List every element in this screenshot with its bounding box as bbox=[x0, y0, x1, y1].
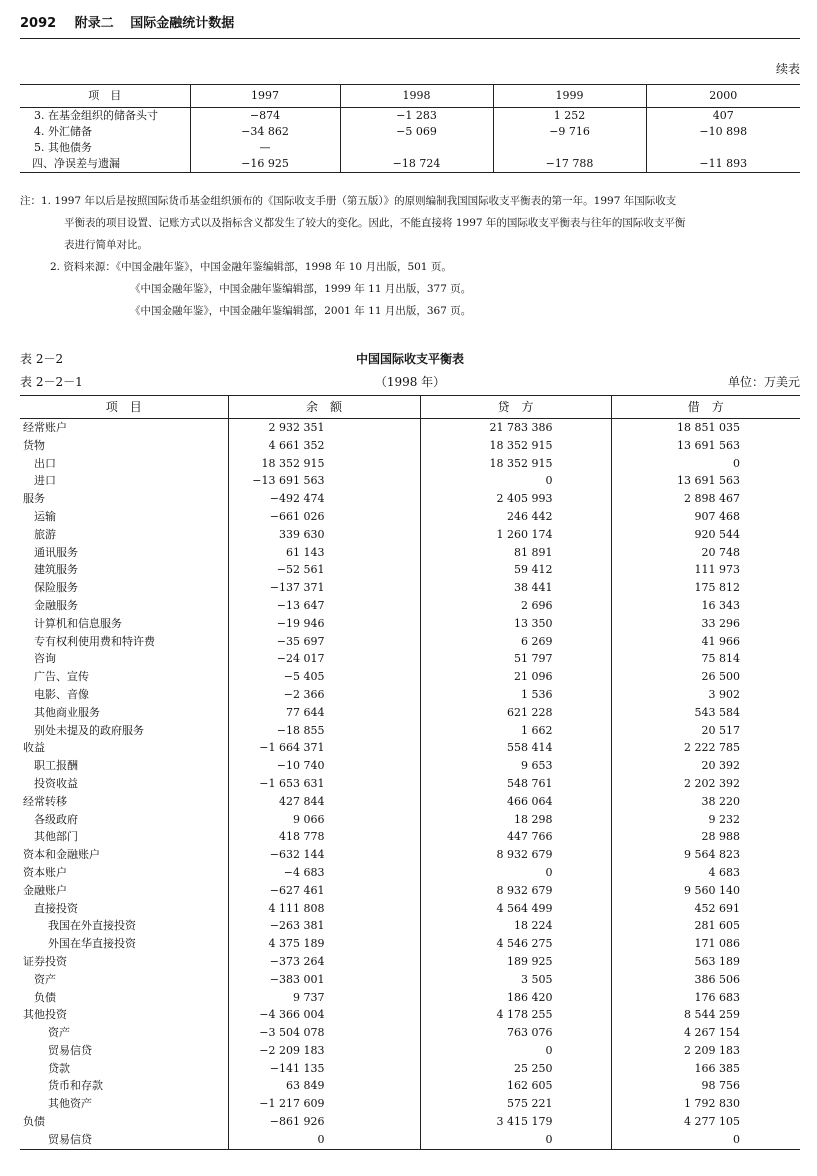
table-row bbox=[20, 1042, 800, 1060]
value-cell: 339 630 bbox=[228, 526, 420, 544]
table-row bbox=[20, 846, 800, 864]
value-cell: 20 748 bbox=[611, 544, 800, 562]
row-label: 电影、音像 bbox=[34, 687, 89, 701]
row-label: 投资收益 bbox=[34, 776, 78, 790]
column-header-item: 项 目 bbox=[20, 85, 190, 108]
value-cell: 2 209 183 bbox=[611, 1042, 800, 1060]
value-cell: 41 966 bbox=[611, 633, 800, 651]
value-cell: −35 697 bbox=[228, 633, 420, 651]
notes bbox=[20, 190, 805, 322]
row-label: 其他资产 bbox=[48, 1097, 92, 1111]
row-label: 我国在外直接投资 bbox=[48, 919, 136, 933]
value-cell: 13 691 563 bbox=[611, 472, 800, 490]
note-source-2: 《中国金融年鉴》，中国金融年鉴编辑部，1999 年 11 月出版，377 页。 bbox=[130, 283, 472, 295]
row-label: 保险服务 bbox=[34, 581, 78, 595]
value-cell: 38 220 bbox=[611, 793, 800, 811]
table-row bbox=[20, 864, 800, 882]
value-cell: −2 209 183 bbox=[228, 1042, 420, 1060]
table-header-row bbox=[20, 85, 800, 108]
value-cell: 176 683 bbox=[611, 989, 800, 1007]
value-cell: 166 385 bbox=[611, 1060, 800, 1078]
value-cell: 920 544 bbox=[611, 526, 800, 544]
value-cell: 548 761 bbox=[420, 775, 611, 793]
table-row bbox=[20, 1006, 800, 1024]
row-label: 收益 bbox=[23, 741, 45, 755]
value-cell: 28 988 bbox=[611, 828, 800, 846]
value-cell: 563 189 bbox=[611, 953, 800, 971]
value-cell: 9 564 823 bbox=[611, 846, 800, 864]
value-cell: −383 001 bbox=[228, 971, 420, 989]
appendix-label: 附录二 bbox=[74, 16, 114, 31]
value-cell: −18 855 bbox=[228, 722, 420, 740]
table-row bbox=[20, 597, 800, 615]
value-cell: 543 584 bbox=[611, 704, 800, 722]
column-header-year: 1998 bbox=[340, 85, 493, 108]
value-cell: 0 bbox=[420, 1042, 611, 1060]
value-cell: 4 277 105 bbox=[611, 1113, 800, 1131]
row-label: 货币和存款 bbox=[48, 1079, 103, 1093]
value-cell: 763 076 bbox=[420, 1024, 611, 1042]
value-cell: 2 222 785 bbox=[611, 739, 800, 757]
value-cell: 0 bbox=[420, 1131, 611, 1149]
value-cell: 447 766 bbox=[420, 828, 611, 846]
row-label: 计算机和信息服务 bbox=[34, 616, 122, 630]
value-cell: −3 504 078 bbox=[228, 1024, 420, 1042]
value-cell: 386 506 bbox=[611, 971, 800, 989]
value-cell: −24 017 bbox=[228, 650, 420, 668]
value-cell: 4 546 275 bbox=[420, 935, 611, 953]
row-label: 证券投资 bbox=[23, 954, 67, 968]
value-cell: 18 352 915 bbox=[228, 455, 420, 473]
table-row bbox=[20, 953, 800, 971]
value-cell: 418 778 bbox=[228, 828, 420, 846]
row-label: 资产 bbox=[34, 972, 56, 986]
value-cell: 4 683 bbox=[611, 864, 800, 882]
value-cell: 4 178 255 bbox=[420, 1006, 611, 1024]
column-header-year: 2000 bbox=[646, 85, 800, 108]
row-label: 其他部门 bbox=[34, 830, 78, 844]
row-label: 出口 bbox=[34, 456, 56, 470]
value-cell: −16 925 bbox=[190, 156, 340, 173]
row-label: 资本账户 bbox=[23, 865, 67, 879]
value-cell: −2 366 bbox=[228, 686, 420, 704]
table-row bbox=[20, 437, 800, 455]
value-cell: 18 352 915 bbox=[420, 455, 611, 473]
table-row bbox=[20, 156, 800, 173]
value-cell: 51 797 bbox=[420, 650, 611, 668]
value-cell: 175 812 bbox=[611, 579, 800, 597]
value-cell: −1 283 bbox=[340, 108, 493, 125]
row-label: 贸易信贷 bbox=[48, 1043, 92, 1057]
row-label: 其他商业服务 bbox=[34, 705, 100, 719]
value-cell: 0 bbox=[611, 1131, 800, 1149]
value-cell: 3 505 bbox=[420, 971, 611, 989]
row-label: 职工报酬 bbox=[34, 759, 78, 773]
value-cell: 13 691 563 bbox=[611, 437, 800, 455]
table-row bbox=[20, 124, 800, 140]
value-cell: 0 bbox=[420, 472, 611, 490]
table-row bbox=[20, 917, 800, 935]
table-row bbox=[20, 419, 800, 437]
value-cell: −137 371 bbox=[228, 579, 420, 597]
value-cell: 558 414 bbox=[420, 739, 611, 757]
table-row bbox=[20, 579, 800, 597]
column-header-year: 1999 bbox=[493, 85, 646, 108]
value-cell: 16 343 bbox=[611, 597, 800, 615]
value-cell bbox=[493, 140, 646, 156]
value-cell: −141 135 bbox=[228, 1060, 420, 1078]
column-header-debit: 借 方 bbox=[611, 396, 800, 419]
value-cell: 0 bbox=[228, 1131, 420, 1149]
value-cell: 6 269 bbox=[420, 633, 611, 651]
value-cell: 20 392 bbox=[611, 757, 800, 775]
table-row bbox=[20, 561, 800, 579]
value-cell: 1 792 830 bbox=[611, 1095, 800, 1113]
value-cell: −19 946 bbox=[228, 615, 420, 633]
value-cell: 4 267 154 bbox=[611, 1024, 800, 1042]
value-cell: 407 bbox=[646, 108, 800, 125]
value-cell: −13 647 bbox=[228, 597, 420, 615]
row-label: 咨询 bbox=[34, 652, 56, 666]
row-label: 资本和金融账户 bbox=[23, 848, 100, 862]
value-cell: −373 264 bbox=[228, 953, 420, 971]
value-cell: 75 814 bbox=[611, 650, 800, 668]
value-cell: 81 891 bbox=[420, 544, 611, 562]
table-row bbox=[20, 722, 800, 740]
value-cell: 21 096 bbox=[420, 668, 611, 686]
value-cell: −5 069 bbox=[340, 124, 493, 140]
row-label: 3. 在基金组织的储备头寸 bbox=[34, 109, 158, 122]
table-row bbox=[20, 828, 800, 846]
table-row bbox=[20, 989, 800, 1007]
value-cell: 4 564 499 bbox=[420, 900, 611, 918]
table-header-row bbox=[20, 396, 800, 419]
value-cell: 18 352 915 bbox=[420, 437, 611, 455]
column-header-credit: 贷 方 bbox=[420, 396, 611, 419]
row-label: 负债 bbox=[34, 990, 56, 1004]
value-cell: 9 653 bbox=[420, 757, 611, 775]
table-title: 中国国际收支平衡表 bbox=[355, 352, 464, 366]
value-cell: 63 849 bbox=[228, 1077, 420, 1095]
row-label: 运输 bbox=[34, 509, 56, 523]
value-cell: 9 066 bbox=[228, 811, 420, 829]
value-cell: −34 862 bbox=[190, 124, 340, 140]
value-cell: 4 111 808 bbox=[228, 900, 420, 918]
value-cell: 8 932 679 bbox=[420, 846, 611, 864]
value-cell: 33 296 bbox=[611, 615, 800, 633]
continued-label: 续表 bbox=[775, 62, 800, 76]
row-label: 外国在华直接投资 bbox=[48, 937, 136, 951]
table-row bbox=[20, 793, 800, 811]
value-cell: −1 653 631 bbox=[228, 775, 420, 793]
value-cell: 0 bbox=[611, 455, 800, 473]
value-cell: −10 898 bbox=[646, 124, 800, 140]
subtable-id: 表 2－2－1 bbox=[20, 375, 83, 389]
value-cell: −11 893 bbox=[646, 156, 800, 173]
row-label: 四、净误差与遗漏 bbox=[32, 157, 120, 170]
row-label: 直接投资 bbox=[34, 901, 78, 915]
value-cell: 26 500 bbox=[611, 668, 800, 686]
book-title: 国际金融统计数据 bbox=[130, 16, 235, 31]
value-cell: −18 724 bbox=[340, 156, 493, 173]
row-label: 通讯服务 bbox=[34, 545, 78, 559]
value-cell: 246 442 bbox=[420, 508, 611, 526]
value-cell: 186 420 bbox=[420, 989, 611, 1007]
row-label: 建筑服务 bbox=[34, 563, 78, 577]
table-row bbox=[20, 935, 800, 953]
value-cell: 171 086 bbox=[611, 935, 800, 953]
table-row bbox=[20, 739, 800, 757]
value-cell: −263 381 bbox=[228, 917, 420, 935]
note-1 bbox=[20, 190, 805, 212]
table-row bbox=[20, 108, 800, 125]
row-label: 经常账户 bbox=[23, 421, 67, 434]
value-cell: 18 298 bbox=[420, 811, 611, 829]
row-label: 其他投资 bbox=[23, 1008, 67, 1022]
value-cell: 907 468 bbox=[611, 508, 800, 526]
table-row bbox=[20, 686, 800, 704]
value-cell: 111 973 bbox=[611, 561, 800, 579]
row-label: 贸易信贷 bbox=[48, 1132, 92, 1146]
balance-of-payments-table bbox=[20, 395, 800, 1150]
value-cell: 2 932 351 bbox=[228, 419, 420, 437]
table-row bbox=[20, 1131, 800, 1149]
value-cell: 621 228 bbox=[420, 704, 611, 722]
value-cell: 8 544 259 bbox=[611, 1006, 800, 1024]
value-cell: −4 366 004 bbox=[228, 1006, 420, 1024]
value-cell: −632 144 bbox=[228, 846, 420, 864]
row-label: 4. 外汇储备 bbox=[34, 125, 92, 138]
value-cell: 9 560 140 bbox=[611, 882, 800, 900]
row-label: 货物 bbox=[23, 438, 45, 452]
table-row bbox=[20, 490, 800, 508]
note-1-line-3: 表进行简单对比。 bbox=[64, 239, 148, 251]
row-label: 贷款 bbox=[48, 1061, 70, 1075]
page-number: 2092 bbox=[20, 16, 57, 31]
note-1-line-2: 平衡表的项目设置、记账方式以及指标含义都发生了较大的变化。因此，不能直接将 1997 年的国际收支平衡表与往年的国际收支平衡 bbox=[64, 217, 686, 229]
value-cell: −661 026 bbox=[228, 508, 420, 526]
table-unit: 单位：万美元 bbox=[727, 375, 800, 389]
table-row bbox=[20, 1113, 800, 1131]
table-row bbox=[20, 633, 800, 651]
value-cell: 21 783 386 bbox=[420, 419, 611, 437]
table-row bbox=[20, 508, 800, 526]
value-cell: 3 415 179 bbox=[420, 1113, 611, 1131]
value-cell: 18 224 bbox=[420, 917, 611, 935]
row-label: 旅游 bbox=[34, 527, 56, 541]
table-row bbox=[20, 882, 800, 900]
table-id: 表 2－2 bbox=[20, 352, 64, 366]
value-cell: −13 691 563 bbox=[228, 472, 420, 490]
value-cell: 452 691 bbox=[611, 900, 800, 918]
value-cell: −874 bbox=[190, 108, 340, 125]
value-cell: −492 474 bbox=[228, 490, 420, 508]
note-source-3: 《中国金融年鉴》，中国金融年鉴编辑部，2001 年 11 月出版，367 页。 bbox=[130, 305, 472, 317]
value-cell: 575 221 bbox=[420, 1095, 611, 1113]
row-label: 别处未提及的政府服务 bbox=[34, 723, 144, 737]
value-cell: 0 bbox=[420, 864, 611, 882]
value-cell: 1 252 bbox=[493, 108, 646, 125]
value-cell: 38 441 bbox=[420, 579, 611, 597]
value-cell: 2 405 993 bbox=[420, 490, 611, 508]
table-year: （1998 年） bbox=[374, 375, 446, 389]
value-cell bbox=[646, 140, 800, 156]
value-cell: −627 461 bbox=[228, 882, 420, 900]
value-cell: 9 737 bbox=[228, 989, 420, 1007]
value-cell: 1 536 bbox=[420, 686, 611, 704]
table-row bbox=[20, 650, 800, 668]
table-row bbox=[20, 472, 800, 490]
table-row bbox=[20, 704, 800, 722]
value-cell: −1 217 609 bbox=[228, 1095, 420, 1113]
row-label: 广告、宣传 bbox=[34, 670, 89, 684]
table-row bbox=[20, 544, 800, 562]
value-cell: −4 683 bbox=[228, 864, 420, 882]
table-row bbox=[20, 615, 800, 633]
column-header-balance: 余 额 bbox=[228, 396, 420, 419]
value-cell: −9 716 bbox=[493, 124, 646, 140]
value-cell: −17 788 bbox=[493, 156, 646, 173]
value-cell: −5 405 bbox=[228, 668, 420, 686]
value-cell: −52 561 bbox=[228, 561, 420, 579]
note-1-line-1: 注：1. 1997 年以后是按照国际货币基金组织颁布的《国际收支手册（第五版）》的原则编制我国国际收支平衡表的第一年。1997 年国际收支 bbox=[20, 195, 677, 207]
value-cell bbox=[340, 140, 493, 156]
row-label: 服务 bbox=[23, 492, 45, 506]
value-cell: 3 902 bbox=[611, 686, 800, 704]
value-cell: 25 250 bbox=[420, 1060, 611, 1078]
value-cell: 59 412 bbox=[420, 561, 611, 579]
value-cell: 466 064 bbox=[420, 793, 611, 811]
value-cell: 18 851 035 bbox=[611, 419, 800, 437]
table-row bbox=[20, 775, 800, 793]
table-row bbox=[20, 1024, 800, 1042]
row-label: 资产 bbox=[48, 1026, 70, 1040]
value-cell: 8 932 679 bbox=[420, 882, 611, 900]
value-cell: 4 661 352 bbox=[228, 437, 420, 455]
table-row bbox=[20, 455, 800, 473]
table-row bbox=[20, 1095, 800, 1113]
table-row bbox=[20, 668, 800, 686]
value-cell: 98 756 bbox=[611, 1077, 800, 1095]
table-row bbox=[20, 1077, 800, 1095]
row-label: 负债 bbox=[23, 1115, 45, 1129]
value-cell: −1 664 371 bbox=[228, 739, 420, 757]
value-cell: 9 232 bbox=[611, 811, 800, 829]
table-row bbox=[20, 1060, 800, 1078]
continued-table bbox=[20, 84, 800, 173]
value-cell: 162 605 bbox=[420, 1077, 611, 1095]
table-row bbox=[20, 140, 800, 156]
column-header-item: 项 目 bbox=[20, 396, 228, 419]
table-row bbox=[20, 971, 800, 989]
row-label: 5. 其他债务 bbox=[34, 141, 92, 154]
value-cell: 4 375 189 bbox=[228, 935, 420, 953]
value-cell: 1 260 174 bbox=[420, 526, 611, 544]
value-cell: 77 644 bbox=[228, 704, 420, 722]
row-label: 经常转移 bbox=[23, 794, 67, 808]
table-row bbox=[20, 811, 800, 829]
row-label: 各级政府 bbox=[34, 812, 78, 826]
running-header bbox=[20, 12, 800, 31]
value-cell: 13 350 bbox=[420, 615, 611, 633]
value-cell: 61 143 bbox=[228, 544, 420, 562]
value-cell: 281 605 bbox=[611, 917, 800, 935]
row-label: 专有权利使用费和特许费 bbox=[34, 634, 155, 648]
row-label: 金融账户 bbox=[23, 883, 67, 897]
value-cell: 20 517 bbox=[611, 722, 800, 740]
table-row bbox=[20, 900, 800, 918]
value-cell: −10 740 bbox=[228, 757, 420, 775]
row-label: 进口 bbox=[34, 474, 56, 488]
value-cell: −861 926 bbox=[228, 1113, 420, 1131]
row-label: 金融服务 bbox=[34, 598, 78, 612]
value-cell: 427 844 bbox=[228, 793, 420, 811]
table-row bbox=[20, 526, 800, 544]
value-cell: 1 662 bbox=[420, 722, 611, 740]
value-cell: — bbox=[190, 140, 340, 156]
note-2: 2. 资料来源：《中国金融年鉴》，中国金融年鉴编辑部，1998 年 10 月出版，501 页。 bbox=[50, 261, 452, 273]
table-row bbox=[20, 757, 800, 775]
value-cell: 2 202 392 bbox=[611, 775, 800, 793]
value-cell: 2 696 bbox=[420, 597, 611, 615]
value-cell: 2 898 467 bbox=[611, 490, 800, 508]
column-header-year: 1997 bbox=[190, 85, 340, 108]
header-rule bbox=[20, 38, 800, 39]
value-cell: 189 925 bbox=[420, 953, 611, 971]
